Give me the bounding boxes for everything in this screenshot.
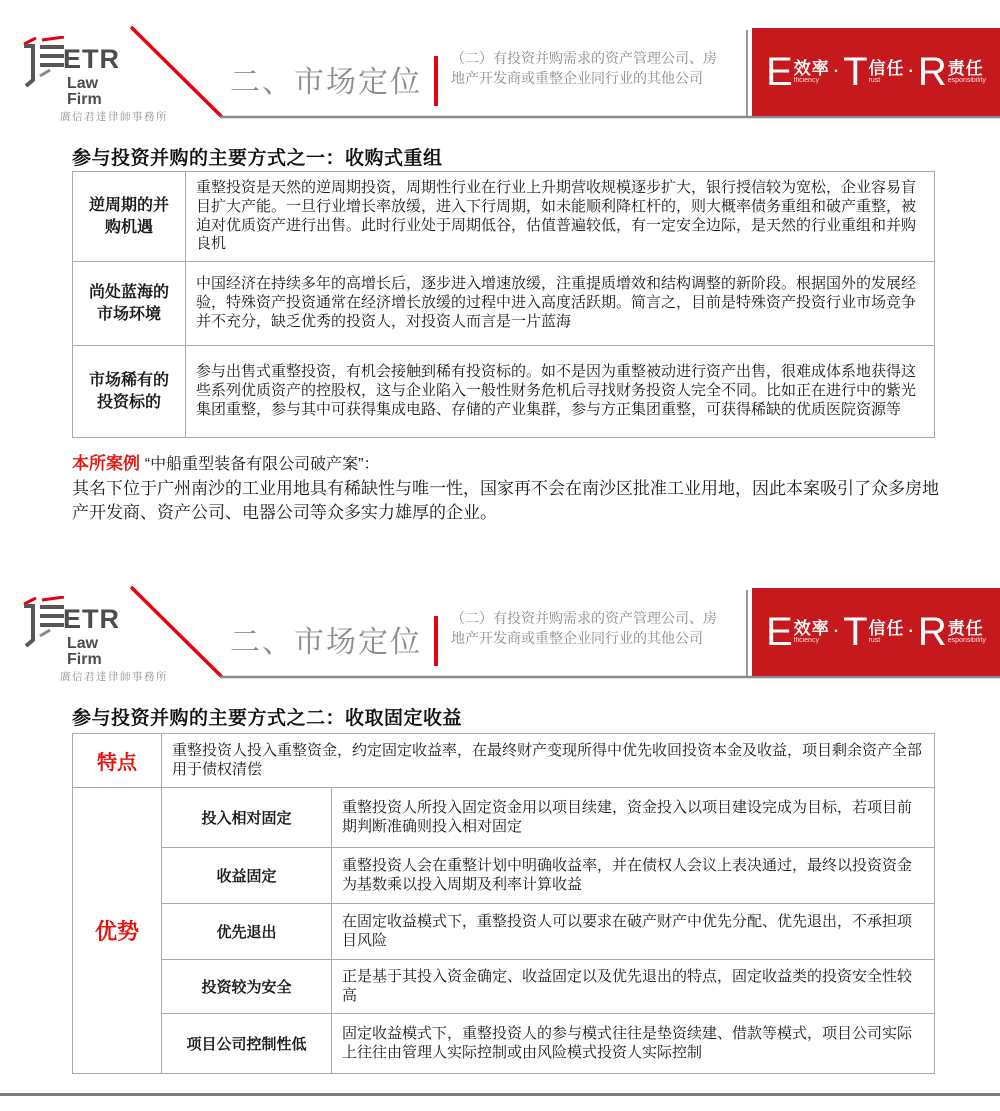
banner-letter-e: E [766, 50, 793, 94]
banner-en-trust: rust [868, 77, 881, 84]
header-vertical-divider [746, 590, 748, 676]
advantage-sublabel: 优先退出 [162, 904, 332, 960]
logo-chinese-name: 廣信君達律師事務所 [60, 671, 168, 683]
advantage-sublabel: 投资较为安全 [162, 960, 332, 1014]
banner-separator: · [833, 63, 840, 80]
banner-separator: · [908, 623, 914, 640]
table-row [73, 172, 935, 262]
logo-firm-line: Firm [67, 651, 102, 668]
header-vertical-divider [746, 30, 748, 116]
logo-law-line: Law [67, 635, 99, 652]
banner-cn-efficiency: 效率 [793, 59, 830, 78]
banner-item-responsibility [917, 610, 986, 654]
banner-en-responsibility: esponsibility [947, 637, 986, 644]
subtitle-red-bar [434, 616, 438, 666]
logo-lawfirm-text [67, 636, 102, 668]
banner-item-efficiency [766, 50, 830, 94]
method2-table [72, 733, 935, 1074]
advantage-sublabel: 收益固定 [162, 848, 332, 904]
page-bottom-divider [0, 1093, 1000, 1096]
banner-separator: · [908, 63, 914, 80]
logo-etr-text: ETR [63, 604, 120, 634]
etr-motto-banner [752, 588, 1000, 676]
header-subtitle: （二）有投资并购需求的资产管理公司、房地产开发商或重整企业同行业的其他公司 [451, 50, 717, 87]
advantage-text: 重整投资人会在重整计划中明确收益率，并在债权人会议上表决通过，最终以投资资金为基数乘以投入周期及利率计算收益 [332, 848, 935, 904]
feature-text: 重整投资人投入重整资金，约定固定收益率，在最终财产变现所得中优先收回投资本金及收益，项目剩余资产全部用于债权清偿 [162, 734, 935, 788]
banner-letter-r: R [917, 610, 947, 654]
banner-en-efficiency: fficiency [793, 77, 819, 84]
banner-cn-responsibility: 责任 [947, 59, 984, 78]
banner-item-trust [843, 50, 905, 94]
method1-table [72, 171, 935, 438]
subtitle-red-bar [434, 56, 438, 106]
row-label: 逆周期的并购机遇 [73, 172, 186, 262]
banner-en-trust: rust [868, 637, 881, 644]
banner-cn-trust: 信任 [868, 59, 905, 78]
page-title: 二、市场定位 [230, 66, 422, 99]
advantage-text: 重整投资人所投入固定资金用以项目续建，资金投入以项目建设完成为目标，若项目前期判断准确则投入相对固定 [332, 788, 935, 848]
row-label: 市场稀有的投资标的 [73, 346, 186, 438]
logo-lawfirm-text [67, 76, 102, 108]
advantage-text: 在固定收益模式下，重整投资人可以要求在破产财产中优先分配、优先退出，不承担项目风险 [332, 904, 935, 960]
banner-cn-efficiency: 效率 [793, 619, 830, 638]
banner-cn-responsibility: 责任 [947, 619, 984, 638]
advantage-sublabel: 投入相对固定 [162, 788, 332, 848]
banner-item-trust [843, 610, 905, 654]
banner-en-responsibility: esponsibility [947, 77, 986, 84]
advantage-text: 正是基于其投入资金确定、收益固定以及优先退出的特点，固定收益类的投资安全性较高 [332, 960, 935, 1014]
row-text: 重整投资是天然的逆周期投资，周期性行业在行业上升期营收规模逐步扩大，银行授信较为宽松，企业容易盲目扩大产能。一旦行业增长率放缓，进入下行周期，如未能顺利降杠杆的，则大概率债务重组和破产重整，被迫对优质资产进行出售。此时行业处于周期低谷，估值普遍较低，有一定安全边际，是天然的行业重组和并购良机 [186, 172, 935, 262]
advantage-text: 固定收益模式下，重整投资人的参与模式往往是垫资续建、借款等模式，项目公司实际上往往由管理人实际控制或由风险模式投资人实际控制 [332, 1014, 935, 1074]
banner-item-efficiency [766, 610, 830, 654]
case-title: “中船重型装备有限公司破产案”： [144, 456, 380, 473]
table-row [73, 346, 935, 438]
table-row [73, 262, 935, 346]
banner-letter-t: T [843, 50, 868, 94]
page-title: 二、市场定位 [230, 626, 422, 659]
banner-en-efficiency: fficiency [793, 637, 819, 644]
banner-letter-t: T [843, 610, 868, 654]
etr-logo-mark-icon [20, 596, 66, 668]
slide2-header [0, 560, 1000, 690]
section-title-method1: 参与投资并购的主要方式之一：收购式重组 [72, 148, 443, 169]
table-row-advantage [73, 788, 935, 848]
section-title-method2: 参与投资并购的主要方式之二：收取固定收益 [72, 708, 463, 729]
table-row-feature [73, 734, 935, 788]
row-text: 中国经济在持续多年的高增长后，逐步进入增速放缓，注重提质增效和结构调整的新阶段。根据国外的发展经验，特殊资产投资通常在经济增长放缓的过程中进入高度活跃期。简言之，目前是特殊资产投资行业市场竞争并不充分，缺乏优秀的投资人，对投资人而言是一片蓝海 [186, 262, 935, 346]
table-row-advantage [73, 960, 935, 1014]
feature-label: 特点 [73, 734, 162, 788]
logo-firm-line: Firm [67, 91, 102, 108]
case-label: 本所案例 [72, 454, 140, 473]
case-body: 其名下位于广州南沙的工业用地具有稀缺性与唯一性，国家再不会在南沙区批准工业用地，因此本案吸引了众多房地产开发商、资产公司、电器公司等众多实力雄厚的企业。 [72, 479, 939, 522]
banner-item-responsibility [917, 50, 986, 94]
header-subtitle: （二）有投资并购需求的资产管理公司、房地产开发商或重整企业同行业的其他公司 [451, 610, 717, 647]
banner-letter-e: E [766, 610, 793, 654]
row-text: 参与出售式重整投资，有机会接触到稀有投资标的。如不是因为重整被动进行资产出售，很难成体系地获得这些系列优质资产的控股权，这与企业陷入一般性财务危机后寻找财务投资人完全不同。比如正在进行中的紫光集团重整，参与其中可获得集成电路、存储的产业集群，参与方正集团重整，可获得稀缺的优质医院资源等 [186, 346, 935, 438]
logo-law-line: Law [67, 75, 99, 92]
banner-separator: · [833, 623, 840, 640]
table-row-advantage [73, 848, 935, 904]
advantage-sublabel: 项目公司控制性低 [162, 1014, 332, 1074]
slide1-header [0, 0, 1000, 130]
logo-etr-text: ETR [63, 44, 120, 74]
etr-motto-banner [752, 28, 1000, 116]
table-row-advantage [73, 904, 935, 960]
advantage-label: 优势 [73, 788, 162, 1074]
row-label: 尚处蓝海的市场环境 [73, 262, 186, 346]
banner-letter-r: R [917, 50, 947, 94]
table-row-advantage [73, 1014, 935, 1074]
case-block [72, 452, 944, 525]
logo-chinese-name: 廣信君達律師事務所 [60, 111, 168, 123]
banner-cn-trust: 信任 [868, 619, 905, 638]
etr-logo-mark-icon [20, 36, 66, 108]
